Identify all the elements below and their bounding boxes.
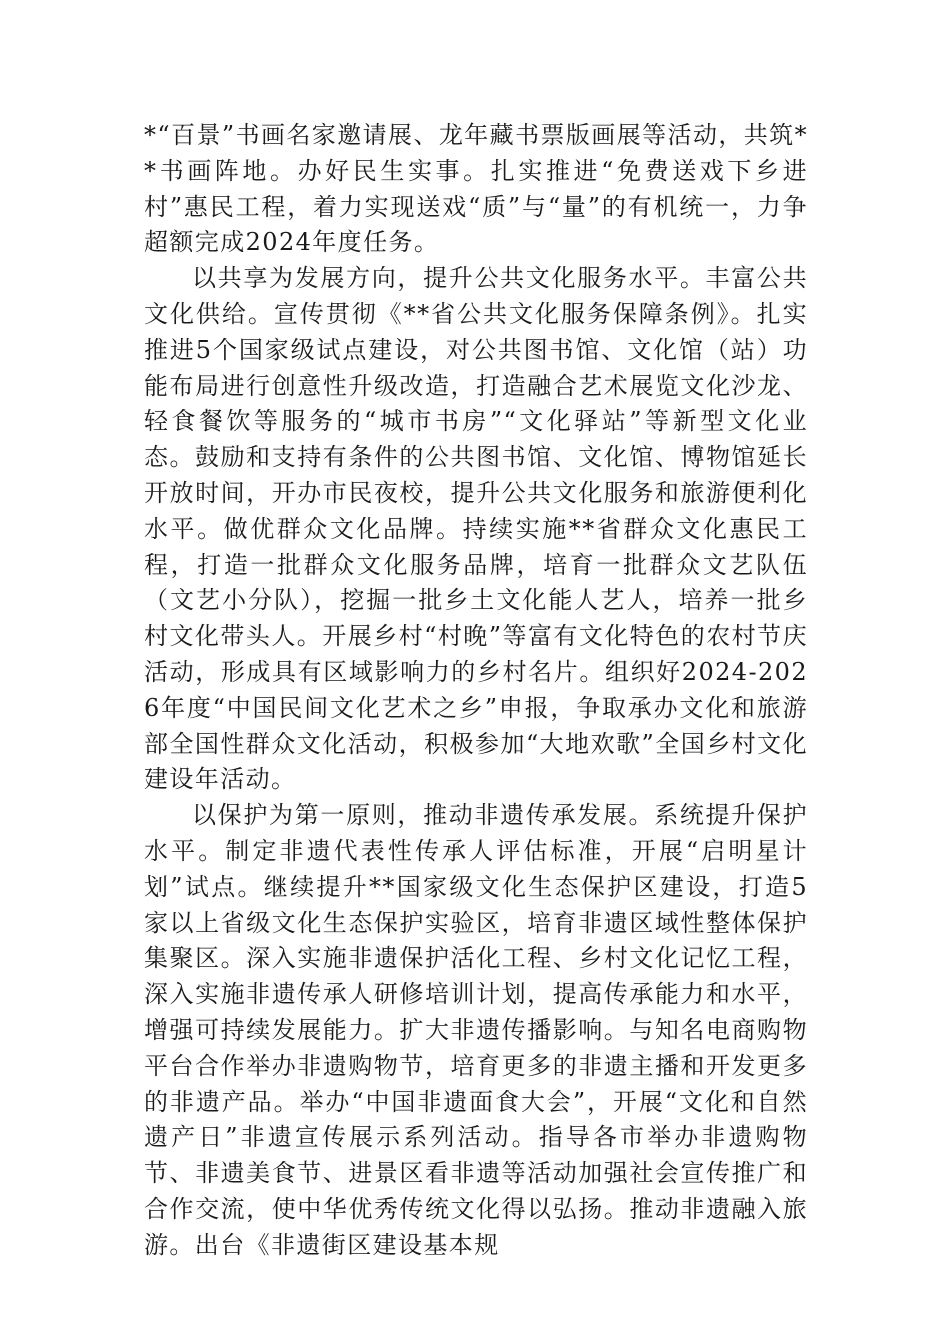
paragraph-public-culture: 以共享为发展方向，提升公共文化服务水平。丰富公共文化供给。宣传贯彻《**省公共文化服务保障条例》。扎实推进5个国家级试点建设，对公共图书馆、文化馆（站）功能布局进行创意性升级改造，打造融合艺术展览文化沙龙、轻食餐饮等服务的“城市书房”“文化驿站”等新型文化业态。鼓励和支持有条件的公共图书馆、文化馆、博物馆延长开放时间，开办市民夜校，提升公共文化服务和旅游便利化水平。做优群众文化品牌。持续实施**省群众文化惠民工程，打造一批群众文化服务品牌，培育一批群众文艺队伍（文艺小分队），挖掘一批乡土文化能人艺人，培养一批乡村文化带头人。开展乡村“村晚”等富有文化特色的农村节庆活动，形成具有区域影响力的乡村名片。组织好2024-2026年度“中国民间文化艺术之乡”申报，争取承办文化和旅游部全国性群众文化活动，积极参加“大地欢歌”全国乡村文化建设年活动。 — [144, 264, 808, 794]
paragraph-intangible-heritage: 以保护为第一原则，推动非遗传承发展。系统提升保护水平。制定非遗代表性传承人评估标准，开展“启明星计划”试点。继续提升**国家级文化生态保护区建设，打造5家以上省级文化生态保护实验区，培育非遗区域性整体保护集聚区。深入实施非遗保护活化工程、乡村文化记忆工程，深入实施非遗传承人研修培训计划，提高传承能力和水平，增强可持续发展能力。扩大非遗传播影响。与知名电商购物平台合作举办非遗购物节，培育更多的非遗主播和开发更多的非遗产品。举办“中国非遗面食大会”，开展“文化和自然遗产日”非遗宣传展示系列活动。指导各市举办非遗购物节、非遗美食节、进景区看非遗等活动加强社会宣传推广和合作交流，使中华优秀传统文化得以弘扬。推动非遗融入旅游。出台《非遗街区建设基本规 — [144, 801, 808, 1259]
paragraph-continuation: *“百景”书画名家邀请展、龙年藏书票版画展等活动，共筑**书画阵地。办好民生实事。扎实推进“免费送戏下乡进村”惠民工程，着力实现送戏“质”与“量”的有机统一，力争超额完成2024年度任务。 — [144, 121, 808, 257]
document-body — [144, 118, 808, 1264]
